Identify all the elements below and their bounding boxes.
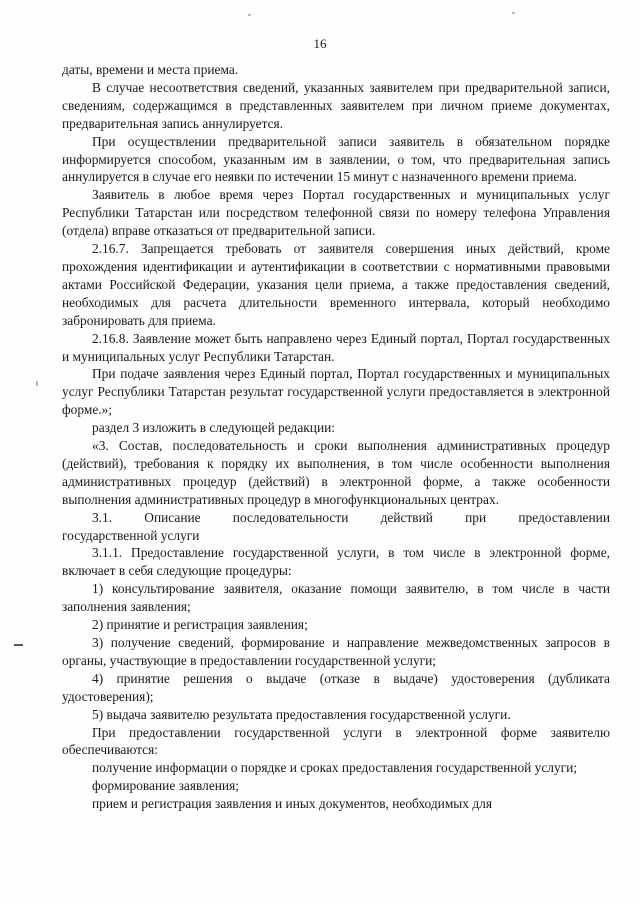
scan-speck bbox=[248, 14, 251, 16]
section-heading: 3.1. Описание последовательности действий при предоставлении bbox=[92, 509, 610, 525]
paragraph: прием и регистрация заявления и иных документов, необходимых для bbox=[92, 796, 492, 812]
paragraph: даты, времени и места приема. bbox=[62, 62, 239, 77]
paragraph: формирование заявления; bbox=[92, 778, 239, 794]
paragraph: «3. Состав, последовательность и сроки выполнения административных процедур (действий), требования к порядку их выполнения, в том числе особенности выполнения административных процедур (действий) в электронной форме, а также особенности выполнения административных процедур в многофункциональных центрах. bbox=[62, 438, 610, 507]
paragraph: 3.1.1. Предоставление государственной услуги, в том числе в электронной форме, включает в себя следующие процедуры: bbox=[62, 545, 610, 579]
section-heading-continued: государственной услуги bbox=[62, 527, 200, 543]
paragraph: При предоставлении государственной услуги в электронной форме заявителю обеспечиваются: bbox=[62, 724, 610, 758]
paragraph: При подаче заявления через Единый портал, Портал государственных и муниципальных услуг Республики Татарстан результат государственной услуги предоставляется в электронной форме.»; bbox=[62, 366, 610, 418]
list-item: 4) принятие решения о выдаче (отказе в выдаче) удостоверения (дубликата удостоверения); bbox=[62, 670, 610, 704]
paragraph: В случае несоответствия сведений, указанных заявителем при предварительной записи, сведениям, содержащимся в представленных заявителем при личном приеме документах, предварительная запись аннулируется. bbox=[62, 79, 610, 131]
scan-speck bbox=[512, 12, 515, 14]
paragraph: 2.16.7. Запрещается требовать от заявителя совершения иных действий, кроме прохождения идентификации и аутентификации в соответствии с нормативными правовыми актами Российской Федерации, указания цели приема, а также предоставления сведений, необходимых для расчета длительности временного интервала, который необходимо забронировать для приема. bbox=[62, 241, 610, 328]
page-number: 16 bbox=[313, 36, 327, 51]
scan-speck bbox=[36, 381, 38, 386]
list-item: 3) получение сведений, формирование и направление межведомственных запросов в органы, участвующие в предоставлении государственной услуги; bbox=[62, 635, 610, 668]
list-item: 5) выдача заявителю результата предоставления государственной услуги. bbox=[92, 706, 511, 722]
paragraph: Заявитель в любое время через Портал государственных и муниципальных услуг Республики Татарстан или посредством телефонной связи по номеру телефона Управления (отдела) вправе отказаться от предварительной записи. bbox=[62, 187, 610, 239]
list-item: 1) консультирование заявителя, оказание помощи заявителю, в том числе в части заполнения заявления; bbox=[62, 581, 610, 615]
scan-speck bbox=[14, 644, 23, 646]
paragraph: При осуществлении предварительной записи заявитель в обязательном порядке информируется способом, указанным им в заявлении, о том, что предварительная запись аннулируется в случае его неявки по истечении 15 минут с назначенного времени приема. bbox=[62, 133, 610, 185]
list-item: 2) принятие и регистрация заявления; bbox=[92, 617, 308, 633]
document-body bbox=[62, 61, 610, 813]
paragraph: раздел 3 изложить в следующей редакции: bbox=[92, 420, 336, 436]
paragraph: получение информации о порядке и сроках предоставления государственной услуги; bbox=[92, 760, 578, 776]
paragraph: 2.16.8. Заявление может быть направлено через Единый портал, Портал государственных и муниципальных услуг Республики Татарстан. bbox=[62, 330, 610, 364]
